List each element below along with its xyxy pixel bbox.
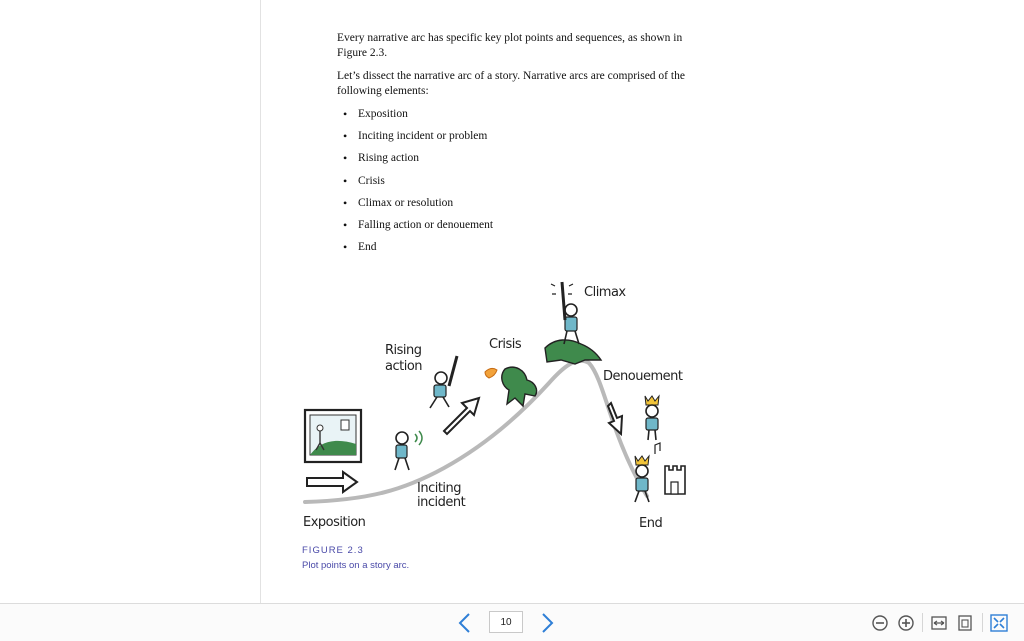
list-item: • Climax or resolution [337, 196, 697, 218]
fit-width-button[interactable] [930, 614, 948, 632]
paragraph-elements: Let’s dissect the narrative arc of a story. Narrative arcs are comprised of the following elements: [337, 70, 685, 97]
label-inciting-line2: incident [417, 495, 466, 510]
chevron-right-icon [536, 612, 558, 634]
exposition-picture-icon [305, 410, 361, 462]
left-margin-panel [0, 0, 261, 603]
toolbar-divider [982, 613, 983, 632]
arrow-up-right-icon [444, 398, 479, 434]
list-item: • Rising action [337, 151, 697, 173]
elements-list [337, 107, 697, 262]
king-with-castle-icon [635, 443, 685, 502]
figure-caption [302, 543, 409, 573]
knight-with-sword-icon [430, 356, 457, 408]
fullscreen-button[interactable] [990, 614, 1008, 632]
label-rising-line2: action [385, 359, 423, 374]
list-item: • Crisis [337, 174, 697, 196]
figure-caption-label: FIGURE 2.3 [302, 545, 364, 556]
toolbar-divider [922, 613, 923, 632]
label-exposition: Exposition [303, 515, 366, 530]
reader-toolbar [0, 603, 1024, 641]
inciting-character-icon [395, 431, 422, 470]
list-item: • Inciting incident or problem [337, 129, 697, 151]
label-rising-line1: Rising [385, 343, 422, 358]
zoom-in-icon [897, 614, 915, 632]
label-climax: Climax [584, 285, 626, 300]
label-end: End [639, 516, 663, 531]
zoom-in-button[interactable] [897, 614, 915, 632]
label-inciting-line1: Inciting [417, 481, 462, 496]
fit-width-icon [930, 614, 948, 632]
next-page-button[interactable] [536, 612, 558, 634]
text-column [337, 31, 697, 262]
king-icon [645, 396, 659, 440]
label-crisis: Crisis [489, 337, 522, 352]
figure-caption-text: Plot points on a story arc. [302, 560, 410, 571]
label-denouement: Denouement [603, 369, 683, 384]
paragraph-intro: Every narrative arc has specific key plot points and sequences, as shown in Figure 2.3. [337, 32, 683, 59]
list-item: • End [337, 240, 697, 262]
list-item: • Exposition [337, 107, 697, 129]
zoom-out-icon [871, 614, 889, 632]
fit-page-button[interactable] [956, 614, 974, 632]
book-page [261, 0, 1024, 603]
fit-page-icon [956, 614, 974, 632]
chevron-left-icon [454, 612, 476, 634]
list-item: • Falling action or denouement [337, 218, 697, 240]
zoom-out-button[interactable] [871, 614, 889, 632]
previous-page-button[interactable] [454, 612, 476, 634]
fullscreen-icon [990, 614, 1008, 632]
page-number-input[interactable]: 10 [489, 611, 523, 633]
arrow-right-icon [307, 472, 357, 492]
story-arc-illustration [299, 268, 709, 543]
dragon-icon [485, 367, 537, 406]
